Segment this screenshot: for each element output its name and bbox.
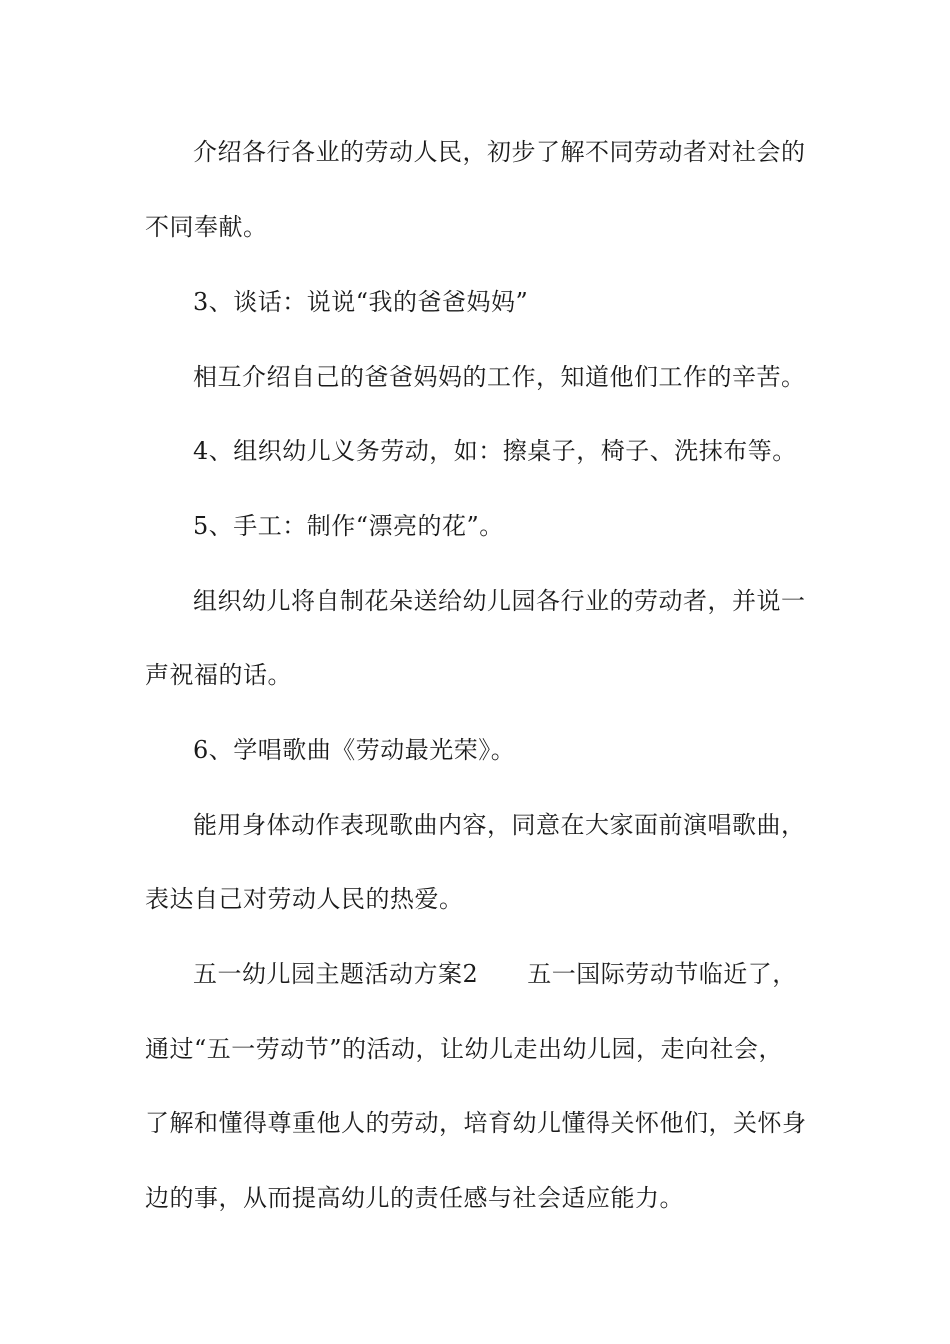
- text-line: 组织幼儿将自制花朵送给幼儿园各行业的劳动者，并说一: [193, 587, 806, 615]
- text-line: 5、手工：制作“漂亮的花”。: [193, 512, 504, 540]
- text-line: 不同奉献。: [145, 213, 268, 241]
- text-line: 五一幼儿园主题活动方案2 五一国际劳动节临近了，: [193, 960, 797, 988]
- text-line: 4、组织幼儿义务劳动，如：擦桌子，椅子、洗抹布等。: [193, 437, 797, 465]
- text-line: 了解和懂得尊重他人的劳动，培育幼儿懂得关怀他们，关怀身: [145, 1109, 807, 1137]
- text-line: 能用身体动作表现歌曲内容，同意在大家面前演唱歌曲，: [193, 811, 806, 839]
- text-line: 表达自己对劳动人民的热爱。: [145, 885, 464, 913]
- text-line: 3、谈话：说说“我的爸爸妈妈”: [193, 288, 529, 316]
- text-line: 通过“五一劳动节”的活动，让幼儿走出幼儿园，走向社会，: [145, 1035, 784, 1063]
- text-line: 边的事，从而提高幼儿的责任感与社会适应能力。: [145, 1184, 684, 1212]
- text-line: 介绍各行各业的劳动人民，初步了解不同劳动者对社会的: [193, 138, 806, 166]
- text-line: 相互介绍自己的爸爸妈妈的工作，知道他们工作的辛苦。: [193, 363, 806, 391]
- text-line: 6、学唱歌曲《劳动最光荣》。: [193, 736, 516, 764]
- text-line: 声祝福的话。: [145, 661, 292, 689]
